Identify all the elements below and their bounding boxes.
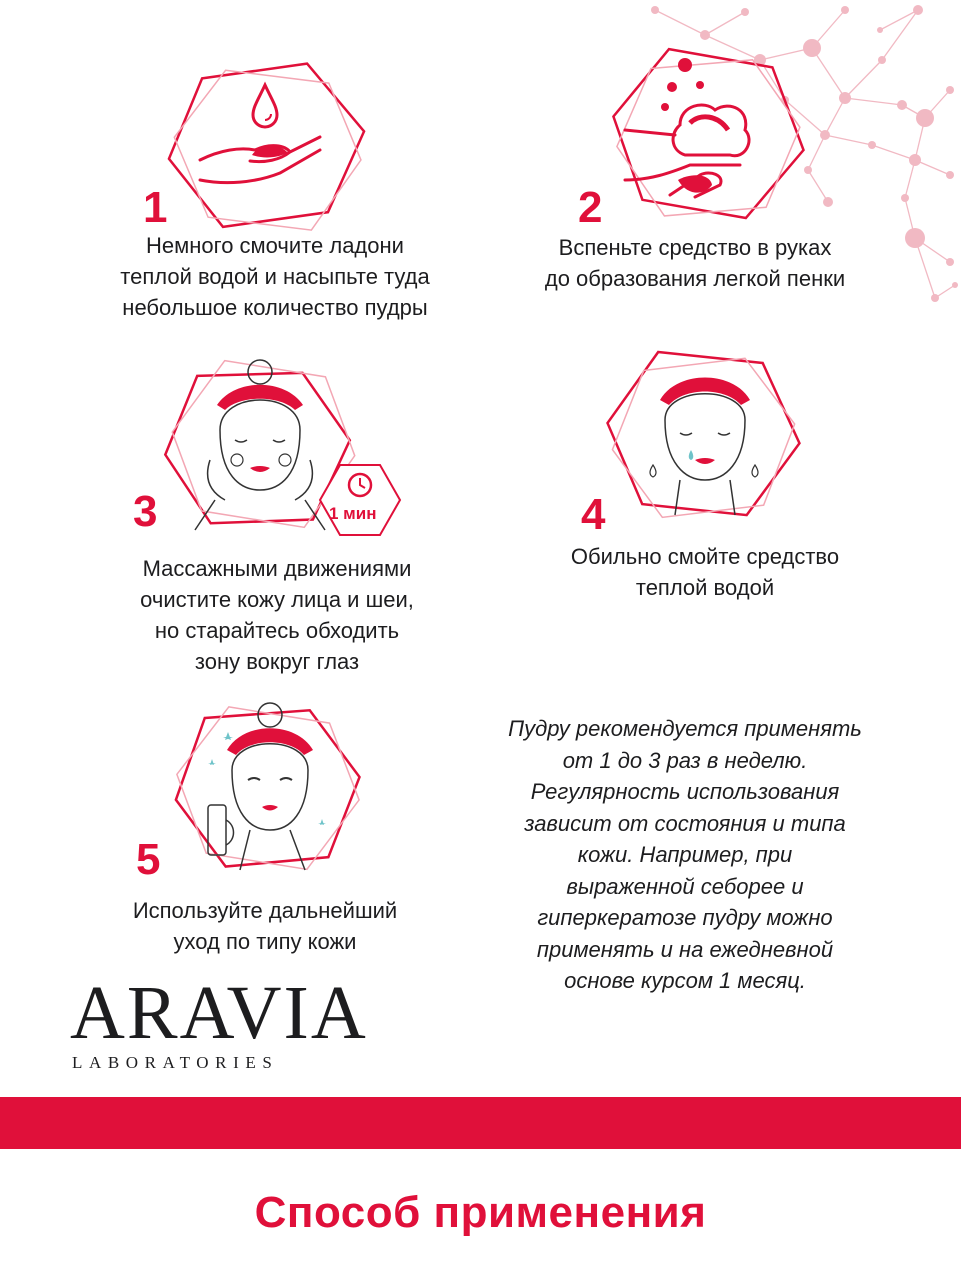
step-4-text: Обильно смойте средство теплой водой (570, 544, 840, 600)
usage-note: Пудру рекомендуется применять от 1 до 3 раз в неделю. Регулярность использования зависит от состояния и типа кожи. Например, при выраженной себорее и гиперкератозе пудру можно применять и на ежедневной основе курсом 1 месяц. (508, 716, 862, 993)
step-2-icon (610, 45, 810, 225)
step-3-number: 3 (133, 487, 158, 536)
page-title: Способ применения (254, 1188, 707, 1237)
step-5-number: 5 (136, 835, 161, 884)
step-2-text: Вспеньте средство в руках до образования легкой пенки (544, 235, 846, 291)
step-5-text: Используйте дальнейший уход по типу кожи (132, 898, 398, 954)
step-5-icon (170, 695, 370, 885)
step-3-time-badge: 1 мин (329, 504, 377, 523)
step-1-icon (170, 55, 370, 235)
step-1-number: 1 (143, 183, 168, 232)
brand-logo: ARAVIA (70, 971, 368, 1055)
step-4-number: 4 (581, 490, 606, 539)
step-4-icon (605, 345, 805, 525)
step-2-number: 2 (578, 183, 603, 232)
brand-logo-subtitle: LABORATORIES (72, 1053, 279, 1072)
step-1-text: Немного смочите ладони теплой водой и насыпьте туда небольшое количество пудры (120, 233, 430, 320)
step-3-text: Массажными движениями очистите кожу лица и шеи, но старайтесь обходить зону вокруг глаз (140, 556, 414, 674)
accent-band (0, 1097, 961, 1149)
